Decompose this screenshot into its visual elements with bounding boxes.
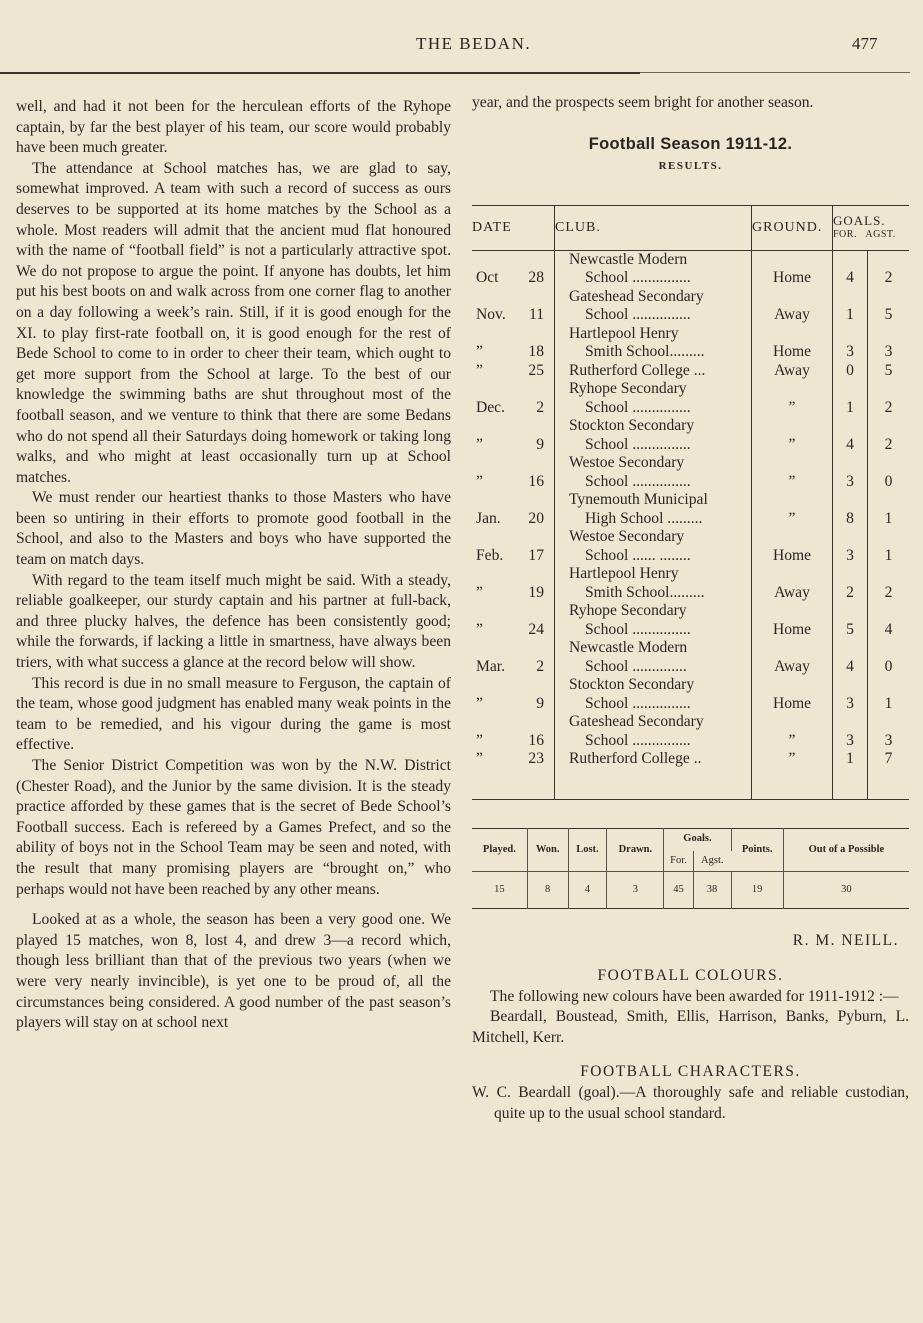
result-club (555, 528, 752, 565)
header-goals-for: FOR. (833, 228, 857, 240)
result-day: 16 (528, 472, 544, 490)
results-row (472, 454, 909, 491)
result-club (555, 639, 752, 676)
result-ground: Away (752, 639, 833, 676)
result-goals-agst: 1 (884, 694, 893, 712)
result-day: 2 (536, 398, 544, 416)
result-day: 17 (528, 546, 544, 564)
result-month: ” (476, 435, 483, 453)
result-club (555, 491, 752, 528)
result-day: 11 (528, 306, 544, 324)
result-club-name-cont: School ............... (585, 694, 691, 712)
result-goals-agst: 2 (884, 398, 893, 416)
result-goals-agst: 7 (884, 750, 893, 768)
result-club (555, 565, 752, 602)
result-club-name: Westoe Secondary (569, 454, 685, 472)
result-date (472, 380, 555, 417)
result-date (472, 491, 555, 528)
result-club-name: Gateshead Secondary (569, 287, 704, 305)
result-club-name: Westoe Secondary (569, 528, 685, 546)
result-goals-for: 5 (833, 602, 868, 639)
page-number: 477 (852, 34, 878, 53)
results-table (472, 205, 909, 800)
summary-header-played: Played. (472, 828, 527, 872)
result-club-name: Ryhope Secondary (569, 602, 687, 620)
colours-names: Beardall, Boustead, Smith, Ellis, Harrison, Banks, Pyburn, L. Mitchell, Kerr. (472, 1008, 909, 1046)
result-ground: Home (752, 602, 833, 639)
characters-entry: W. C. Beardall (goal).—A thoroughly safe and reliable custodian, quite up to the usual school standard. (472, 1083, 909, 1122)
result-date (472, 454, 555, 491)
characters-title: FOOTBALL CHARACTERS. (580, 1063, 801, 1081)
result-ground: ” (752, 417, 833, 454)
result-club-name: Hartlepool Henry (569, 565, 679, 583)
result-club-name: Rutherford College ... (569, 361, 706, 379)
result-goals-for: 4 (833, 639, 868, 676)
result-club (555, 602, 752, 639)
result-day: 9 (536, 694, 544, 712)
summary-header-out-of: Out of a Possible (808, 843, 885, 855)
result-goals-agst: 4 (884, 620, 893, 638)
result-ground: ” (752, 454, 833, 491)
result-club-name: Newcastle Modern (569, 250, 688, 268)
result-goals-agst: 1 (884, 509, 893, 527)
result-ground: Home (752, 325, 833, 362)
header-goals-label: GOALS. (833, 212, 886, 228)
result-club (555, 380, 752, 417)
result-club-name: Stockton Secondary (569, 676, 695, 694)
result-goals-agst: 5 (884, 361, 893, 379)
result-goals-agst: 2 (884, 269, 893, 287)
result-club-name-cont: School ............... (585, 269, 691, 287)
results-row (472, 362, 909, 381)
summary-played: 15 (472, 872, 527, 909)
result-date (472, 565, 555, 602)
result-month: Oct (476, 269, 499, 287)
result-goals-for: 2 (833, 565, 868, 602)
paragraph: Looked at as a whole, the season has been a very good one. We played 15 matches, won 8, lost 4, and drew 3—a record which, though less brilliant than that of the previous two years (when we were very nearly invincible), is yet one to be proud of, all the circumstances being considered. A good number of the past season’s players will stay on at school next (16, 911, 451, 1032)
summary-row (472, 872, 909, 909)
results-row (472, 417, 909, 454)
continuation-text: year, and the prospects seem bright for another season. (472, 94, 814, 111)
running-title: THE BEDAN. (416, 34, 532, 53)
summary-drawn: 3 (607, 872, 664, 909)
result-ground: Away (752, 288, 833, 325)
paragraph: The Senior District Competition was won by the N.W. District (Chester Road), and the Junior by the same division. It is the steady practice afforded by these games that is the secret of Bede School’s Football success. Each is refereed by a Games Prefect, and so the ability of boys not in the School Team may be seen and noted, with the result that many promising players are “brought on,” who perhaps would not have been reached by any other means. (16, 757, 451, 898)
result-club-name-cont: School ...... ........ (585, 546, 691, 564)
results-row (472, 528, 909, 565)
result-club-name-cont: School ............... (585, 620, 691, 638)
result-month: ” (476, 731, 483, 749)
results-row (472, 565, 909, 602)
result-date (472, 713, 555, 750)
result-goals-for: 3 (833, 676, 868, 713)
summary-header-drawn: Drawn. (607, 828, 664, 872)
result-club-name-cont: School .............. (585, 657, 687, 675)
result-goals-agst: 5 (884, 306, 893, 324)
results-row (472, 676, 909, 713)
result-date (472, 750, 555, 799)
result-club (555, 454, 752, 491)
result-ground: ” (752, 380, 833, 417)
result-month: ” (476, 472, 483, 490)
summary-won: 8 (527, 872, 568, 909)
result-club-name: Newcastle Modern (569, 639, 688, 657)
result-month: Nov. (476, 306, 506, 324)
summary-header-won: Won. (527, 828, 568, 872)
result-club-name-cont: School ............... (585, 435, 691, 453)
results-row (472, 713, 909, 750)
result-date (472, 288, 555, 325)
result-day: 19 (528, 583, 544, 601)
result-ground: Away (752, 565, 833, 602)
result-goals-for: 8 (833, 491, 868, 528)
result-month: Jan. (476, 509, 501, 527)
paragraph: With regard to the team itself much might be said. With a steady, reliable goalkeeper, our sturdy captain and his partner at full-back, and three plucky halves, the defence has been consistently good; while the forwards, if lacking a little in smartness, have always been triers, with what success a glance at the record below will show. (16, 571, 451, 672)
summary-header-for: For. (664, 851, 693, 872)
result-month: ” (476, 361, 483, 379)
result-goals-for: 3 (833, 325, 868, 362)
result-day: 20 (528, 509, 544, 527)
results-row (472, 602, 909, 639)
result-day: 23 (528, 750, 544, 768)
result-goals-agst: 2 (884, 435, 893, 453)
summary-for: 45 (664, 872, 693, 909)
result-club-name-cont: School ............... (585, 398, 691, 416)
result-month: ” (476, 343, 483, 361)
paragraph: This record is due in no small measure to Ferguson, the captain of the team, whose good judgment has enabled many weak points in the team to be remedied, and his vigour during the game is most effective. (16, 674, 451, 754)
result-goals-for: 1 (833, 380, 868, 417)
result-club-name: Stockton Secondary (569, 417, 695, 435)
summary-table (472, 828, 909, 910)
result-goals-for: 4 (833, 250, 868, 288)
header-date: DATE (472, 205, 555, 250)
results-row (472, 380, 909, 417)
result-goals-agst: 0 (884, 657, 893, 675)
result-club-name: Gateshead Secondary (569, 713, 704, 731)
result-club (555, 362, 752, 381)
results-subtitle: RESULTS. (658, 160, 723, 173)
result-goals-agst: 0 (884, 472, 893, 490)
header-goals (833, 205, 910, 250)
header-ground: GROUND. (752, 205, 833, 250)
result-date (472, 250, 555, 288)
result-day: 18 (528, 343, 544, 361)
header-goals-agst: AGST. (865, 228, 896, 240)
page-header (0, 30, 923, 60)
result-day: 9 (536, 435, 544, 453)
result-club-name-cont: High School ......... (585, 509, 703, 527)
result-goals-for: 0 (833, 362, 868, 381)
result-club-name: Hartlepool Henry (569, 324, 679, 342)
signature: R. M. NEILL. (792, 932, 899, 950)
result-club (555, 250, 752, 288)
results-body (472, 250, 909, 799)
right-column (472, 93, 909, 1124)
result-club-name: Tynemouth Municipal (569, 491, 708, 509)
result-club (555, 325, 752, 362)
result-goals-agst: 2 (884, 583, 893, 601)
result-club-name: Ryhope Secondary (569, 380, 687, 398)
paragraph: The attendance at School matches has, we are glad to say, somewhat improved. A team with such a record of success as ours deserves to be supported at its home matches by the School as a whole. Most readers will admit that the ancient mud flat honoured with the name of “football field” is not a particularly attractive spot. We do not propose to argue the point. If anyone has doubts, let him put his best boots on and walk across from one corner flag to another on a day following a week’s rain. Still, if it is good enough for the XI. to play first-rate football on, it is good enough for the rest of Bede School to come to in order to cheer their team, which ought to get more support from the School at large. To the best of our knowledge the swimming baths are shut throughout most of the football season, and we venture to think that there are some Bedans who do not spend all their Saturdays doing homework or taking long walks, and who might at least occasionally turn up at School matches. (16, 159, 451, 486)
result-goals-for: 3 (833, 454, 868, 491)
result-ground: ” (752, 491, 833, 528)
result-date (472, 602, 555, 639)
result-date (472, 639, 555, 676)
result-ground: Home (752, 676, 833, 713)
results-title: Football Season 1911-12. (588, 134, 793, 153)
result-club-name: Rutherford College .. (569, 750, 702, 768)
result-club (555, 288, 752, 325)
result-month: ” (476, 750, 483, 768)
result-club-name-cont: School ............... (585, 306, 691, 324)
result-month: Dec. (476, 398, 506, 416)
result-month: Feb. (476, 546, 504, 564)
left-column (16, 97, 451, 1034)
header-rule (0, 72, 640, 74)
header-rule-right (640, 72, 910, 73)
summary-agst: 38 (693, 872, 731, 909)
result-goals-agst: 1 (884, 546, 893, 564)
summary-header-lost: Lost. (568, 828, 607, 872)
result-club-name-cont: Smith School......... (585, 583, 705, 601)
result-club-name-cont: Smith School......... (585, 343, 705, 361)
result-day: 16 (528, 731, 544, 749)
result-goals-for: 1 (833, 750, 868, 799)
result-club (555, 713, 752, 750)
result-goals-agst: 3 (884, 731, 893, 749)
result-ground: Home (752, 528, 833, 565)
result-date (472, 528, 555, 565)
result-goals-agst: 3 (884, 343, 893, 361)
results-row (472, 288, 909, 325)
summary-header-agst: Agst. (701, 854, 724, 866)
result-club (555, 417, 752, 454)
result-date (472, 325, 555, 362)
result-date (472, 417, 555, 454)
result-date (472, 362, 555, 381)
paragraph: well, and had it not been for the herculean efforts of the Ryhope captain, by far the best player of his team, our score would probably have been much greater. (16, 98, 451, 157)
summary-header-points: Points. (731, 828, 783, 872)
header-club: CLUB. (555, 205, 752, 250)
results-row (472, 250, 909, 288)
result-club-name-cont: School ............... (585, 472, 691, 490)
results-row (472, 491, 909, 528)
result-ground: Home (752, 250, 833, 288)
result-goals-for: 4 (833, 417, 868, 454)
result-month: Mar. (476, 657, 506, 675)
results-row (472, 750, 909, 799)
colours-intro: The following new colours have been awarded for 1911-1912 :— (490, 987, 899, 1005)
result-club (555, 676, 752, 713)
paragraph: We must render our heartiest thanks to those Masters who have been so untiring in their efforts to promote good football in the School, and also to the Masters and boys who have supported the team on match days. (16, 489, 451, 569)
result-goals-for: 3 (833, 713, 868, 750)
result-ground: Away (752, 362, 833, 381)
result-goals-for: 1 (833, 288, 868, 325)
result-ground: ” (752, 750, 833, 799)
result-day: 25 (528, 361, 544, 379)
summary-points: 19 (731, 872, 783, 909)
summary-header-goals: Goals. (664, 828, 731, 851)
result-month: ” (476, 620, 483, 638)
result-day: 2 (536, 657, 544, 675)
colours-title: FOOTBALL COLOURS. (597, 966, 784, 984)
result-date (472, 676, 555, 713)
result-ground: ” (752, 713, 833, 750)
summary-lost: 4 (568, 872, 607, 909)
result-club-name-cont: School ............... (585, 731, 691, 749)
results-row (472, 639, 909, 676)
result-goals-for: 3 (833, 528, 868, 565)
results-row (472, 325, 909, 362)
summary-out-of: 30 (783, 872, 909, 909)
result-club (555, 750, 752, 799)
result-day: 28 (528, 269, 544, 287)
result-day: 24 (528, 620, 544, 638)
result-month: ” (476, 694, 483, 712)
result-month: ” (476, 583, 483, 601)
